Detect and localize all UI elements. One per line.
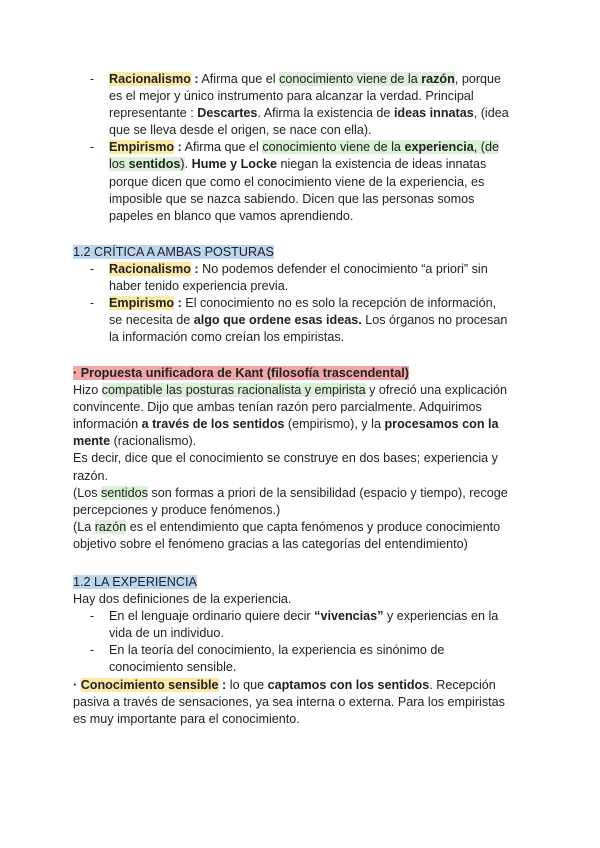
section-critica bbox=[73, 244, 533, 347]
term-racionalismo: Racionalismo bbox=[109, 262, 191, 277]
section-heading: 1.2 LA EXPERIENCIA bbox=[73, 575, 197, 589]
section-experiencia: 1.2 LA EXPERIENCIA Hay dos definiciones de la experiencia. - En el lenguaje ordinario quiere decir “vivencias” y experiencias en la vida de un individuo. - En la teoría del conocimiento, la experiencia es sinónimo de conocimiento sensible. · Conocimiento sensible : lo que captamos con los sentidos. Recepción pasiva a través de sensaciones, ya sea interna o externa. Para los empiristas es muy importante para el conocimiento. bbox=[73, 574, 543, 728]
bullet-dash: - bbox=[90, 643, 95, 658]
list-item-definition: - En el lenguaje ordinario quiere decir “vivencias” y experiencias en la vida de un individuo. bbox=[90, 609, 499, 641]
term-empirismo: Empirismo bbox=[109, 296, 175, 311]
section-heading: 1.2 CRÍTICA A AMBAS POSTURAS bbox=[73, 245, 274, 259]
term-conocimiento-sensible: Conocimiento sensible bbox=[80, 677, 219, 692]
highlight-word: razón bbox=[94, 519, 127, 534]
term-racionalismo: Racionalismo bbox=[109, 72, 191, 86]
bullet-dash: - bbox=[90, 296, 95, 311]
highlight-phrase: compatible las posturas racionalista y empirista bbox=[101, 383, 366, 398]
highlight-word: sentidos bbox=[101, 485, 148, 500]
list-item-empirismo: - Empirismo : Afirma que el conocimiento viene de la experiencia, (de los sentidos). Hume y Locke niegan la existencia de ideas innatas porque dicen que como el conocimiento viene de la experiencia, es imposible que se nazca sabiendo. Dicen que las personas somos papeles en blanco que vamos aprendiendo. bbox=[90, 140, 499, 223]
list-item-definition: - En la teoría del conocimiento, la experiencia es sinónimo de conocimiento sensible. bbox=[90, 643, 445, 675]
highlight-phrase: los sentidos) bbox=[109, 157, 185, 172]
list-item-racionalismo: - Racionalismo : No podemos defender el conocimiento “a priori” sin haber tenido experiencia previa. bbox=[90, 262, 488, 294]
term-empirismo: Empirismo bbox=[109, 140, 175, 155]
term-hume-locke: Hume y Locke bbox=[191, 157, 277, 172]
term-descartes: Descartes bbox=[197, 106, 258, 121]
bullet-dash: - bbox=[90, 140, 95, 155]
bullet-dash: - bbox=[90, 262, 95, 277]
highlight-phrase: conocimiento viene de la experiencia, (de bbox=[262, 140, 499, 155]
bullet-dash: - bbox=[90, 72, 95, 86]
section-heading: · Propuesta unificadora de Kant (filosofía trascendental) bbox=[73, 366, 409, 380]
definitions-list bbox=[73, 71, 533, 225]
list-item-racionalismo: - Racionalismo : Afirma que el conocimiento viene de la razón, porque es el mejor y único instrumento para alcanzar la verdad. Principal representante : Descartes. Afirma la existencia de ideas innatas, (idea que se lleva desde el origen, se nace con ella). bbox=[90, 72, 509, 138]
section-kant: · Propuesta unificadora de Kant (filosofía trascendental) Hizo compatible las posturas racionalista y empirista y ofreció una explicación convincente. Dijo que ambas tenían razón pero parcialmente. Adquirimos información a través de los sentidos (empirismo), y la procesamos con la mente (racionalismo). Es decir, dice que el conocimiento se construye en dos bases; experiencia y razón. (Los sentidos son formas a priori de la sensibilidad (espacio y tiempo), recoge percepciones y produce fenómenos.) (La razón es el entendimiento que capta fenómenos y produce conocimiento objetivo sobre el fenómeno gracias a las categorías del entendimiento) bbox=[73, 366, 508, 551]
term-ideas-innatas: ideas innatas bbox=[393, 106, 474, 121]
highlight-phrase: conocimiento viene de la razón bbox=[279, 72, 455, 86]
list-item-empirismo: - Empirismo : El conocimiento no es solo la recepción de información, se necesita de algo que ordene esas ideas. Los órganos no procesan la información como creían los empiristas. bbox=[90, 296, 508, 345]
bullet-dash: - bbox=[90, 609, 95, 624]
